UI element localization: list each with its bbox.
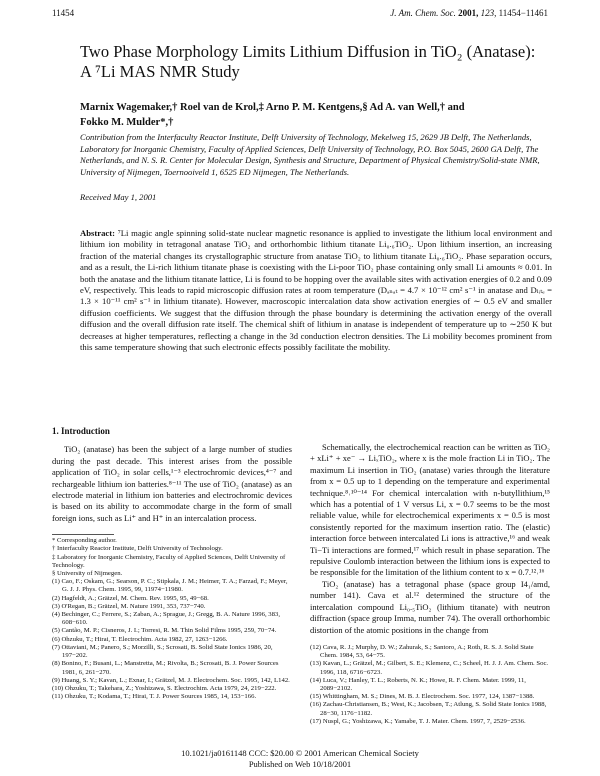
authors-line-2: Fokko M. Mulder*,†: [80, 117, 174, 128]
abstract-text: ⁷Li magic angle spinning solid-state nuclear magnetic resonance is applied to investigate the lithium local environment and lithium ion mobility in tetragonal anatase TiO₂ and orthorhombic lithium titanate Li₀.₆TiO₂. Upon lithium insertion, an increasing fraction of the material changes its crystallographic structure from anatase TiO₂ to lithium titanate Li₀.₆TiO₂. Phase separation occurs, and as a result, the Li-rich lithium titanate phase is coexisting with the Li-poor TiO₂ phase containing only small Li amounts ≈ 0.01. In both the anatase and the lithium titanate lattice, Li is found to be hopping over the available sites with activation energies of 0.2 and 0.09 eV, respectively. This leads to rapid microscopic diffusion rates at room temperature (Dₐₙₐₜ = 4.7 × 10⁻¹² cm² s⁻¹ in anatase and Dₗᵢₜₑ = 1.3 × 10⁻¹¹ cm² s⁻¹ in lithium titanate). However, macroscopic intercalation data show activation energies of ∼ 0.5 eV and smaller diffusion coefficients. We suggest that the diffusion through the phase boundary is determining the activation energy of the overall diffusion and the overall diffusion rate itself. The chemical shift of lithium in anatase is independent of temperature up to ∼250 K but decreases at higher temperatures, reflecting a change in the 3d conduction electron densities. The Li mobility becomes prominent from this same temperature showing that such electronic effects possibly facilitate the mobility.: [80, 228, 553, 353]
body-paragraph: TiO₂ (anatase) has a tetragonal phase (space group I4₁/amd, number 141). Cava et al.¹² determined the structure of the intercalation compound Li₀.₅TiO₂ (lithium titanate) with neutron diffraction (space group Imma, number 74). The overall orthorhombic distortion of the atomic positions in the change from: [310, 578, 550, 635]
journal-citation: [390, 8, 548, 18]
body-paragraph: Schematically, the electrochemical reaction can be written as TiO₂ + xLi⁺ + xe⁻ → LiₓTiO₂, where x is the mole fraction Li in TiO₂. The maximum Li insertion in TiO₂ (anatase) varies through the literature from x = 0.5 up to 1 depending on the temperature and experimental technique.⁸˒¹⁰⁻¹⁴ For chemical intercalation with n-butyllithium,¹⁵ which has a potential of 1 V versus Li, x = 0.7 seems to be the most reliable value, while for electrochemical experiments x = 0.5 is most consistently reported for the maximum insertion ratio. The (elastic) interaction force between intercalated Li ions is attractive,¹⁶ and weak Ti−Ti interactions are formed,¹⁷ which result in phase separation. The repulsive Coulomb interaction between the lithium ions is expected to be responsible for the limitation of the lithium content to x = 0.7.¹²˒¹⁶: [310, 442, 550, 578]
published-line: Published on Web 10/18/2001: [248, 759, 352, 769]
journal-pages: 11454−11461: [498, 8, 548, 18]
intro-paragraph: TiO₂ (anatase) has been the subject of a large number of studies during the past decade. This interest arises from the possible application of TiO₂ in solar cells,¹⁻³ electrochromic devices,⁴⁻⁷ and rechargeable lithium ion batteries.⁸⁻¹¹ The use of TiO₂ (anatase) as an electrode material in lithium ion batteries and electrochromic devices is based on its ability to accommodate charge in the form of small foreign ions, such as Li⁺ and H⁺ in an intercalation process.: [52, 444, 292, 523]
authors-line-1: Marnix Wagemaker,† Roel van de Krol,‡ Arno P. M. Kentgens,§ Ad A. van Well,† and: [80, 102, 465, 113]
abstract: [80, 228, 552, 353]
reference-item: (5) Cantão, M. P.; Cisneros, J. I.; Torresi, R. M. Thin Solid Films 1995, 259, 70−74.: [52, 627, 277, 635]
reference-item: (11) Ohzuku, T.; Kodama, T.; Hirai, T. J. Power Sources 1985, 14, 153−166.: [52, 693, 257, 701]
page-footer: [0, 748, 600, 770]
affiliations: Contribution from the Interfaculty Reactor Institute, Delft University of Technology, Mekelweg 15, 2629 JB Delft, The Netherlands, Laboratory for Inorganic Chemistry, Faculty of Applied Sciences, Delft University of Technology, P.O. Box 5045, 2600 GA Delft, The Netherlands, and N. S. R. Center for Molecular Design, Synthesis and Structure, Department of Physical Chemistry/Solid-state NMR, University of Nijmegen, Toernooiveld 1, 6525 ED Nijmegen, The Netherlands.: [80, 132, 540, 178]
journal-name: J. Am. Chem. Soc.: [390, 8, 456, 18]
reference-item: (14) Luca, V.; Hanley, T. L.; Roberts, N. K.; Howe, R. F. Chem. Mater. 1999, 11, 2089−2102.: [310, 676, 526, 692]
right-column: [310, 442, 550, 726]
page-number: 11454: [52, 8, 75, 18]
reference-item: (7) Ottaviani, M.; Panero, S.; Morzilli, S.; Scrosati, B. Solid State Ionics 1986, 20, 197−202.: [52, 643, 273, 660]
reference-item: (12) Cava, R. J.; Murphy, D. W.; Zahurak, S.; Santoro, A.; Roth, R. S. J. Solid State Chem. 1984, 53, 64−75.: [310, 643, 534, 660]
reference-item: (16) Zachau-Christiansen, B.; West, K.; Jacobsen, T.; Atlung, S. Solid State Ionics 1988, 28−30, 1176−1182.: [310, 701, 547, 717]
reference-item: (3) O'Regan, B.; Grätzel, M. Nature 1991, 353, 737−740.: [52, 602, 206, 610]
running-header: [52, 8, 548, 22]
footnote: ‡ Laboratory for Inorganic Chemistry, Faculty of Applied Sciences, Delft University of Technology.: [52, 553, 286, 569]
footnote: * Corresponding author.: [52, 537, 117, 545]
reference-list-right: [310, 644, 550, 726]
reference-item: (9) Huang, S. Y.; Kavan, L.; Exnar, I.; Grätzel, M. J. Electrochem. Soc. 1995, 142, L142.: [52, 676, 290, 684]
received-date: Received May 1, 2001: [80, 192, 157, 202]
footnotes: [52, 537, 292, 578]
reference-item: (10) Ohzuku, T.; Takehara, Z.; Yoshizawa, S. Electrochim. Acta 1979, 24, 219−222.: [52, 684, 277, 692]
abstract-label: Abstract:: [80, 228, 115, 238]
reference-item: (1) Cao, F.; Oskam, G.; Searson, P. C.; Stipkala, J. M.; Heimer, T. A.; Farzad, F.; Meyer, G. J. J. Phys. Chem. 1995, 99, 11974−11980.: [52, 578, 288, 594]
journal-volume: 123,: [480, 8, 497, 18]
title-line-1: Two Phase Morphology Limits Lithium Diffusion in TiO₂ (Anatase):: [80, 42, 536, 61]
footnote-divider: [52, 534, 114, 535]
article-title: [80, 42, 550, 82]
reference-list-left: [52, 578, 292, 701]
section-heading: 1. Introduction: [52, 426, 110, 436]
reference-item: (2) Hagfeldt, A.; Grätzel, M. Chem. Rev. 1995, 95, 49−68.: [52, 594, 209, 602]
reference-item: (15) Whittingham, M. S.; Dines, M. B. J. Electrochem. Soc. 1977, 124, 1387−1388.: [310, 693, 535, 701]
reference-item: (13) Kavan, L.; Grätzel, M.; Gilbert, S. E.; Klemenz, C.; Scheel, H. J. J. Am. Chem. Soc. 1996, 118, 6716−6723.: [310, 660, 549, 676]
reference-item: (4) Bechinger, C.; Ferrere, S.; Zaban, A.; Sprague, J.; Gregg, B. A. Nature 1996, 383, 608−610.: [52, 611, 280, 627]
author-list: [80, 100, 550, 130]
reference-item: (8) Bonino, F.; Busani, L.; Manstretta, M.; Rivolta, B.; Scrosati, B. J. Power Sources 1981, 6, 261−270.: [52, 660, 279, 676]
reference-item: (6) Ohzuku, T.; Hirai, T. Electrochim. Acta 1982, 27, 1263−1266.: [52, 635, 228, 643]
left-column: [52, 426, 292, 701]
footnote: † Interfaculty Reactor Institute, Delft University of Technology.: [52, 545, 223, 553]
doi-line: 10.1021/ja0161148 CCC: $20.00 © 2001 American Chemical Society: [181, 748, 419, 758]
journal-year: 2001,: [458, 8, 479, 18]
title-line-2: A ⁷Li MAS NMR Study: [80, 62, 240, 81]
reference-item: (17) Nuspl, G.; Yoshizawa, K.; Yamabe, T. J. Mater. Chem. 1997, 7, 2529−2536.: [310, 717, 526, 725]
footnote: § University of Nijmegen.: [52, 570, 123, 578]
